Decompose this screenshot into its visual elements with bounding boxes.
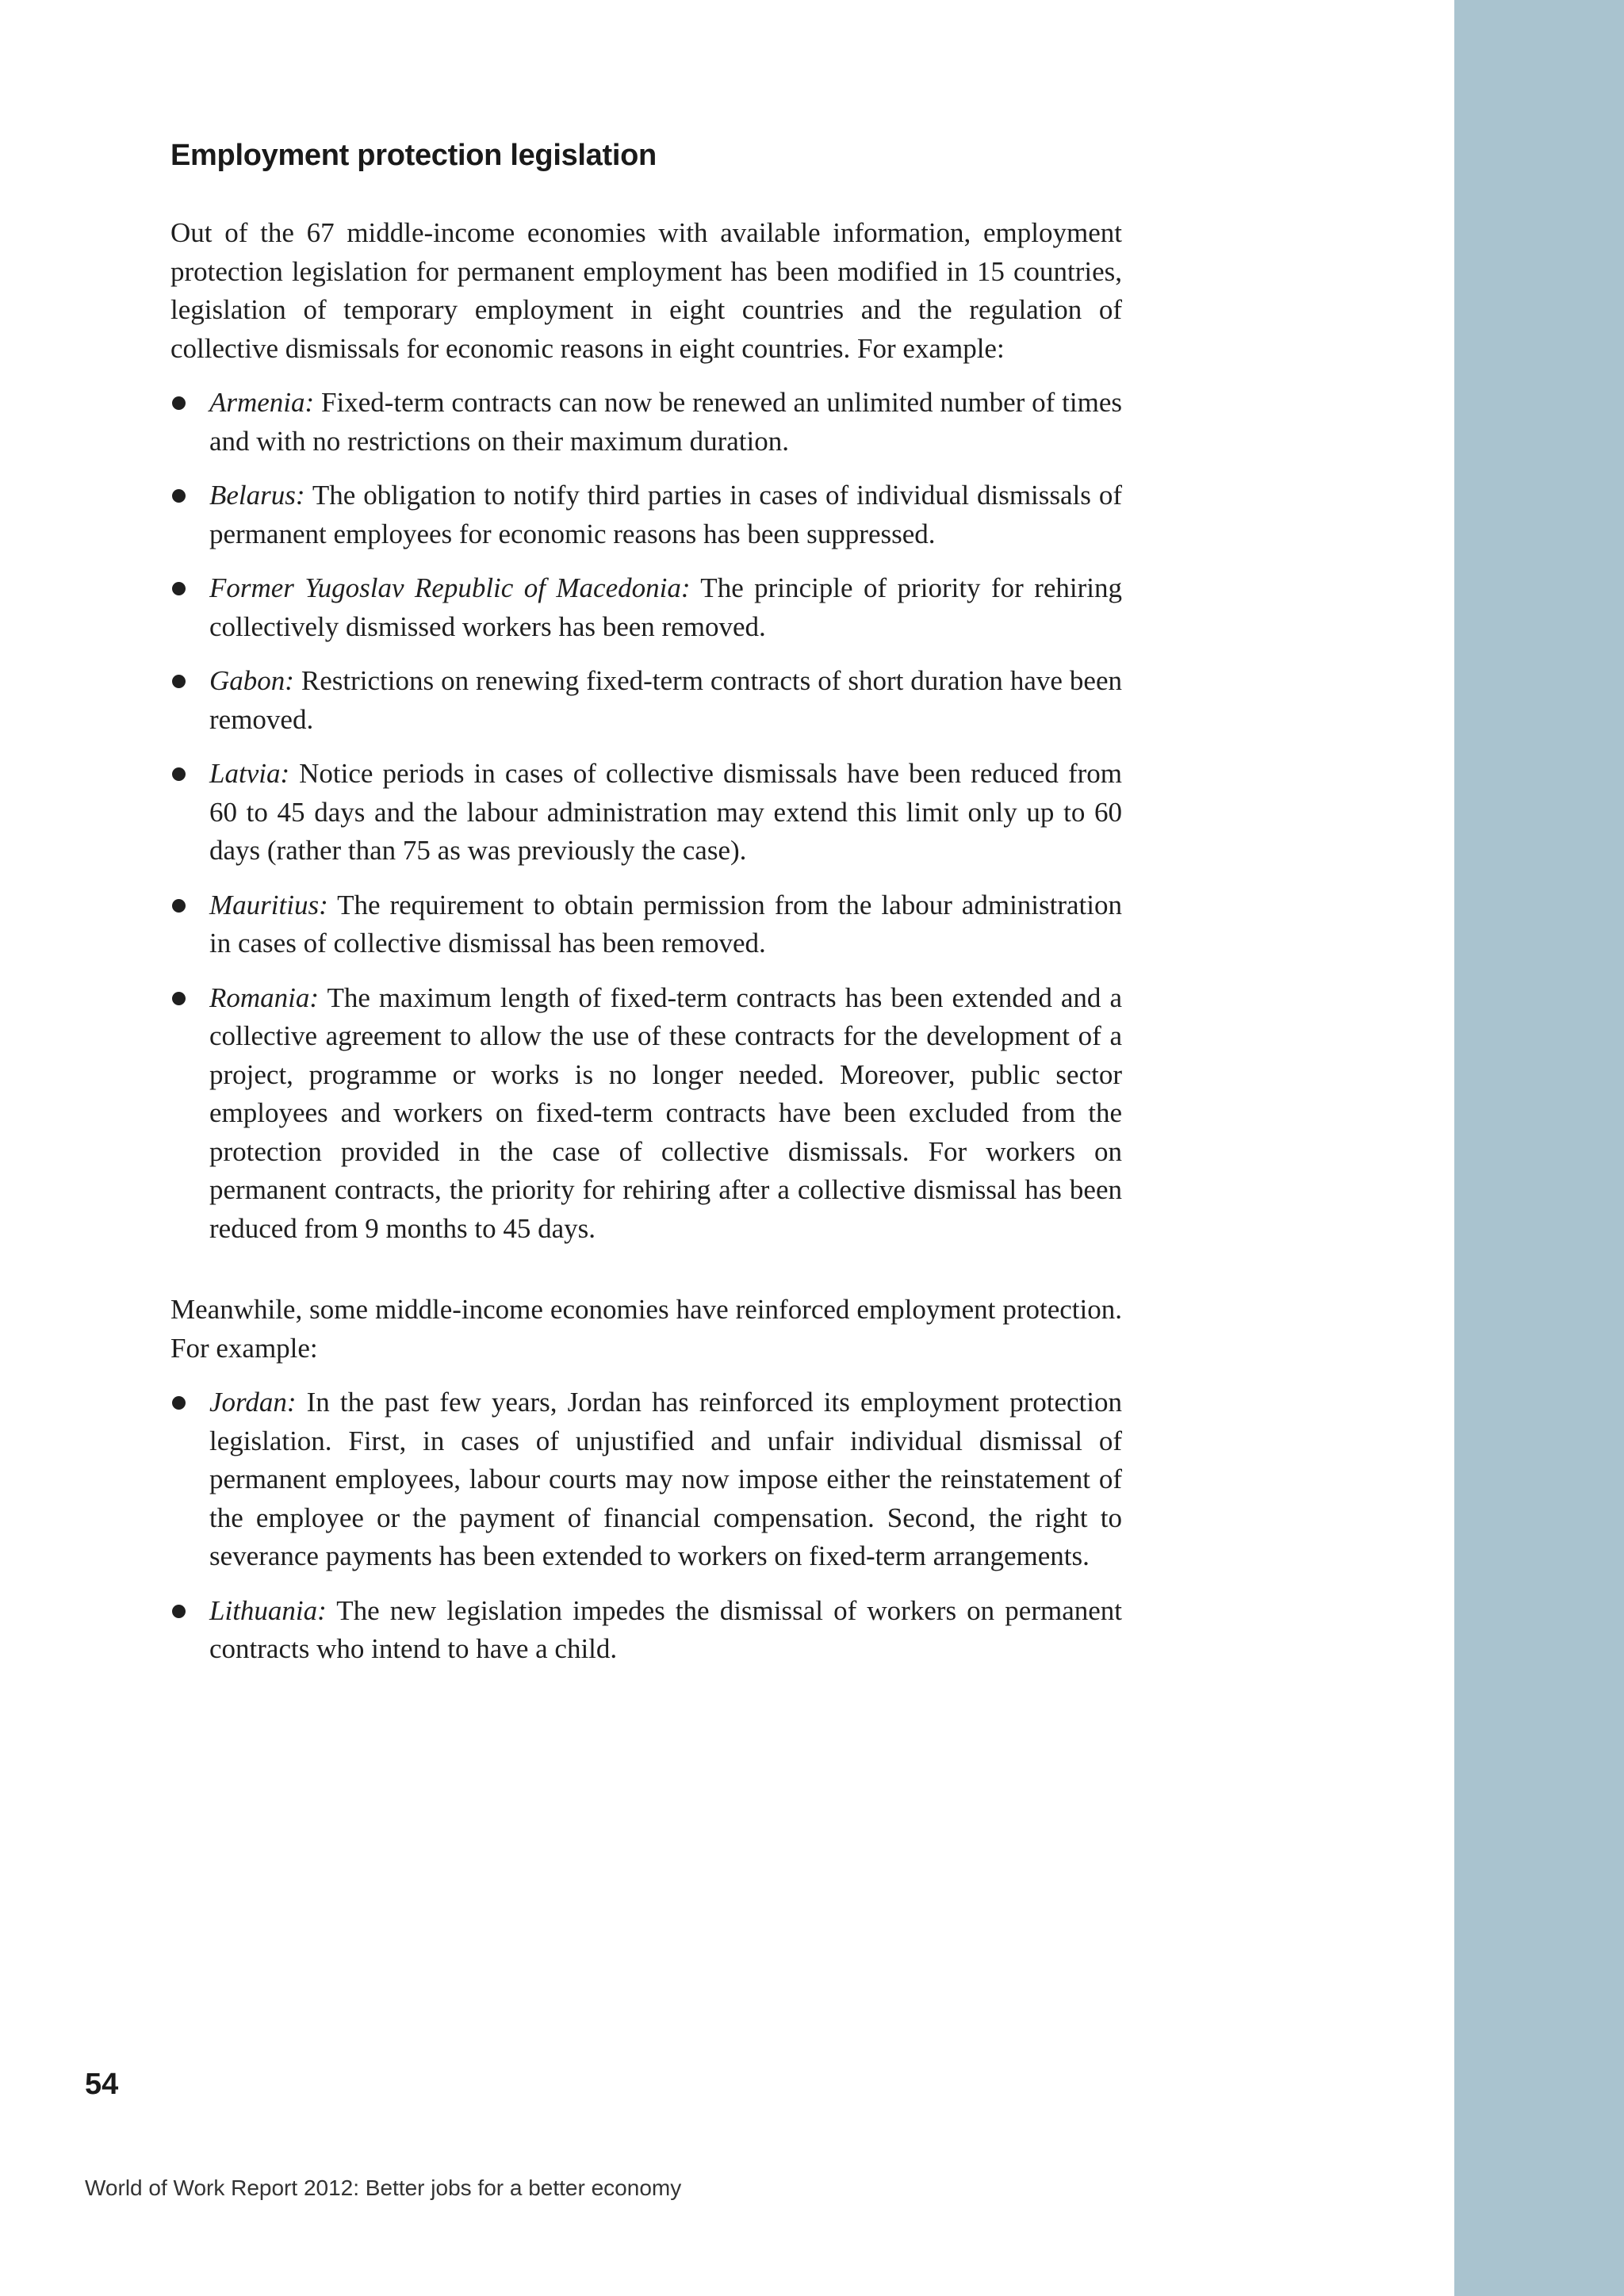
modified-examples-list [170, 384, 1122, 1248]
list-item-romania [170, 979, 1122, 1249]
country-name: Romania: [209, 982, 320, 1013]
meanwhile-paragraph: Meanwhile, some middle-income economies have reinforced employment protection. For example: [170, 1294, 1122, 1364]
bullet-icon [172, 1396, 186, 1410]
list-item-armenia [170, 384, 1122, 461]
page-content [170, 133, 1122, 1685]
bullet-icon [172, 675, 186, 688]
list-item-gabon [170, 662, 1122, 739]
bullet-icon [172, 582, 186, 595]
bullet-icon [172, 396, 186, 410]
example-text: In the past few years, Jordan has reinforced its employment protection legislation. First, in cases of unjustified and unfair individual dismissal of permanent employees, labour courts may now impose either the reinstatement of the employee or the payment of financial compensation. Second, the right to severance payments has been extended to workers on fixed-term arrangements. [209, 1387, 1122, 1571]
country-name: Former Yugoslav Republic of Macedonia: [209, 572, 691, 603]
bullet-icon [172, 1605, 186, 1618]
list-item-belarus [170, 476, 1122, 553]
list-item-macedonia [170, 569, 1122, 646]
example-text: The obligation to notify third parties in cases of individual dismissals of permanent employees for economic reasons has been suppressed. [209, 480, 1122, 549]
decorative-sidebar-band [1454, 0, 1624, 2296]
page-number: 54 [85, 2068, 119, 2101]
example-text: Restrictions on renewing fixed-term contracts of short duration have been removed. [209, 665, 1122, 735]
reinforced-examples-list [170, 1383, 1122, 1669]
bullet-icon [172, 899, 186, 913]
running-footer: World of Work Report 2012: Better jobs for a better economy [85, 2175, 682, 2200]
country-name: Mauritius: [209, 889, 328, 920]
list-item-jordan [170, 1383, 1122, 1576]
example-text: The principle of priority for rehiring collectively dismissed workers has been removed. [209, 572, 1123, 642]
bullet-icon [172, 767, 186, 781]
example-text: The new legislation impedes the dismissal of workers on permanent contracts who intend to have a child. [209, 1594, 1122, 1664]
country-name: Belarus: [209, 480, 305, 511]
country-name: Lithuania: [209, 1594, 327, 1626]
country-name: Gabon: [209, 665, 294, 696]
country-name: Latvia: [209, 758, 290, 789]
example-text: The requirement to obtain permission from the labour administration in cases of collective dismissal has been removed. [209, 889, 1122, 959]
list-item-latvia [170, 755, 1122, 871]
intro-paragraph: Out of the 67 middle-income economies with available information, employment protection legislation for permanent employment has been modified in 15 countries, legislation of temporary employment in eight countries and the regulation of collective dismissals for economic reasons in eight countries. For example: [170, 217, 1122, 364]
country-name: Jordan: [209, 1387, 297, 1418]
example-text: Fixed-term contracts can now be renewed an unlimited number of times and with no restrictions on their maximum duration. [209, 387, 1122, 457]
bullet-icon [172, 489, 186, 503]
example-text: Notice periods in cases of collective dismissals have been reduced from 60 to 45 days and the labour administration may extend this limit only up to 60 days (rather than 75 as was previously the case). [209, 758, 1122, 866]
section-title: Employment protection legislation [170, 139, 657, 172]
list-item-mauritius [170, 886, 1122, 963]
example-text: The maximum length of fixed-term contracts has been extended and a collective agreement to allow the use of these contracts for the development of a project, programme or works is no longer needed. Moreover, public sector employees and workers on fixed-term contracts have been excluded from the protection provided in the case of collective dismissals. For workers on permanent contracts, the priority for rehiring after a collective dismissal has been reduced from 9 months to 45 days. [209, 982, 1122, 1244]
country-name: Armenia: [209, 387, 315, 418]
bullet-icon [172, 992, 186, 1005]
list-item-lithuania [170, 1592, 1122, 1669]
